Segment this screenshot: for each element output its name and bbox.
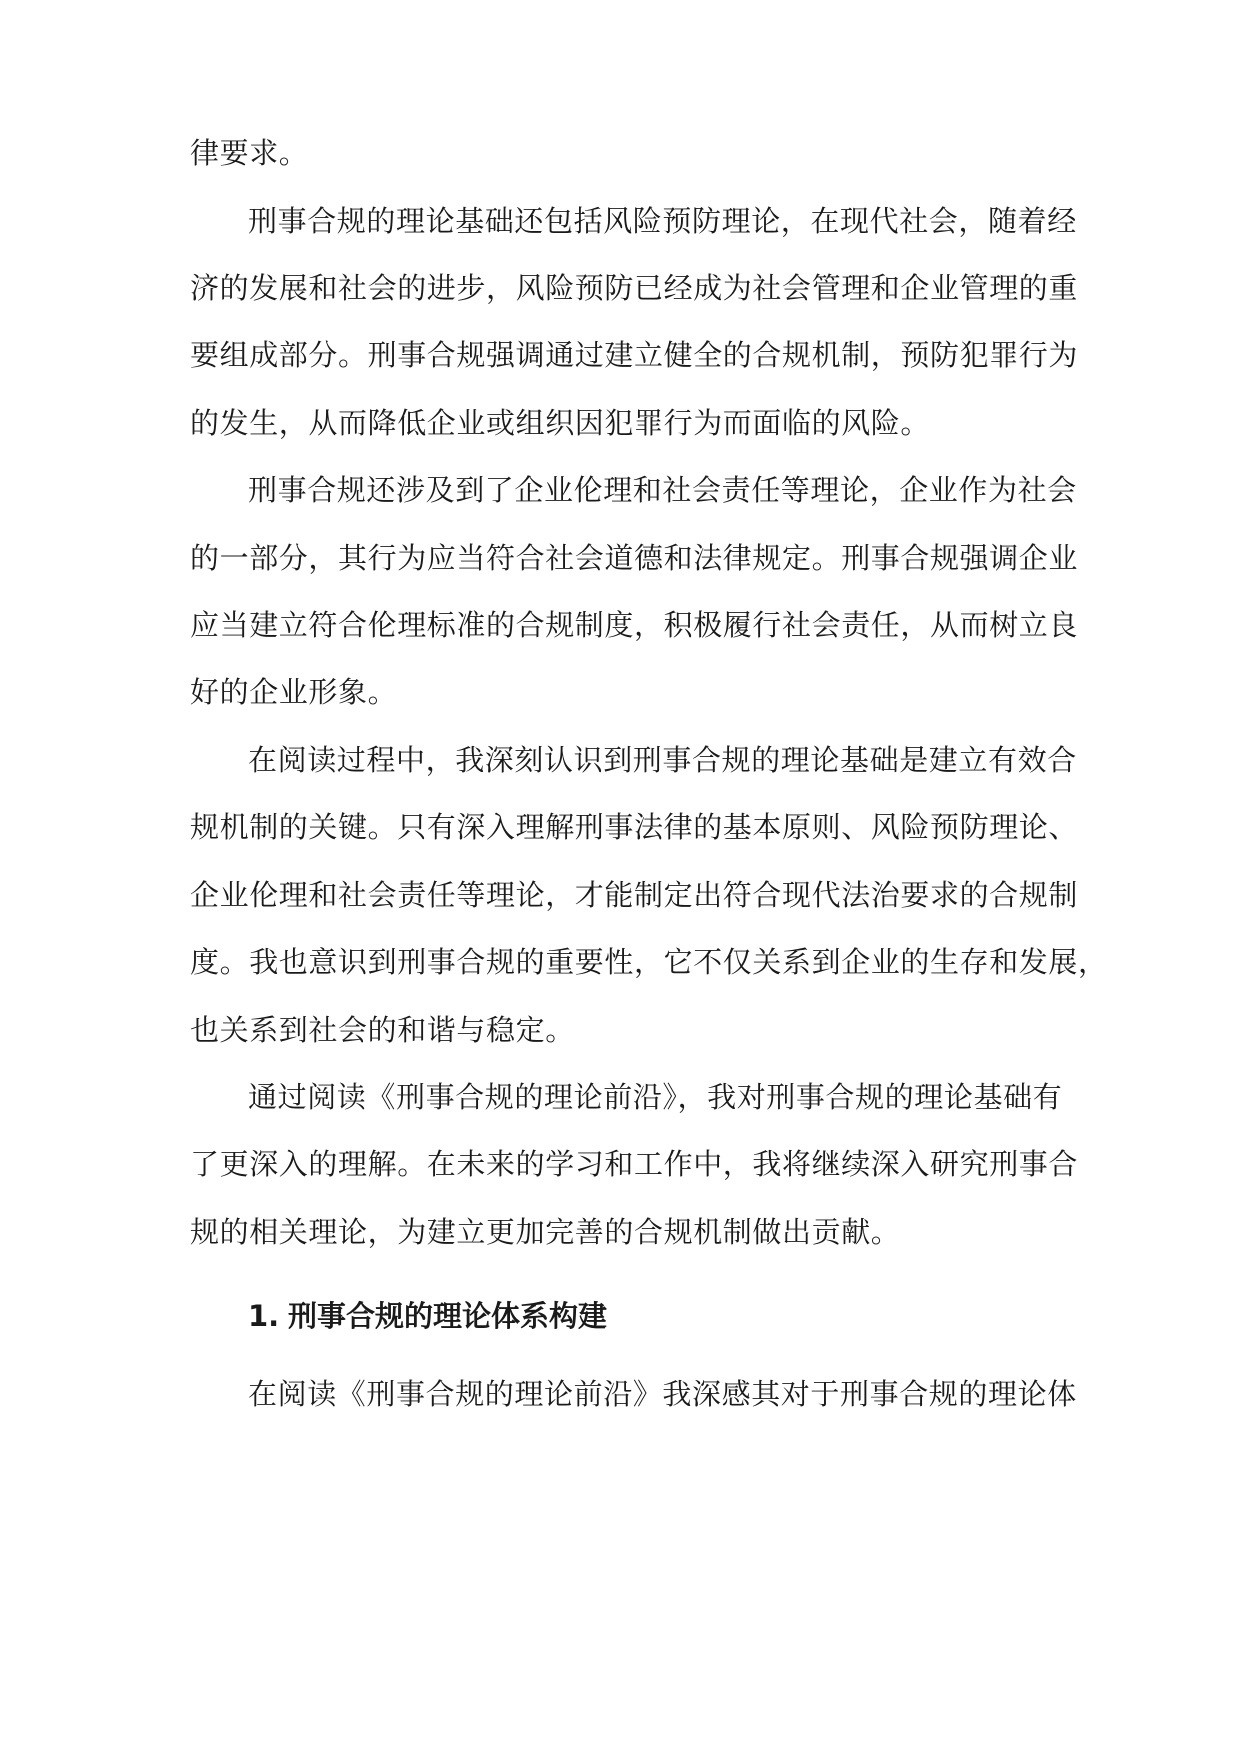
paragraph-line: 企业伦理和社会责任等理论，才能制定出符合现代法治要求的合规制 [190,878,1079,912]
paragraph-line: 了更深入的理解。在未来的学习和工作中，我将继续深入研究刑事合 [190,1147,1079,1181]
paragraph-line: 也关系到社会的和谐与稳定。 [190,1013,575,1047]
paragraph-line: 在阅读过程中，我深刻认识到刑事合规的理论基础是建立有效合 [248,743,1077,777]
section-number: 1. [248,1299,280,1333]
paragraph-line: 通过阅读《刑事合规的理论前沿》，我对刑事合规的理论基础有 [248,1080,1063,1114]
paragraph-line: 刑事合规还涉及到了企业伦理和社会责任等理论，企业作为社会 [248,473,1077,507]
paragraph-line: 在阅读《刑事合规的理论前沿》我深感其对于刑事合规的理论体 [248,1377,1077,1411]
paragraph-line: 律要求。 [190,136,309,170]
paragraph-line: 规机制的关键。只有深入理解刑事法律的基本原则、风险预防理论、 [190,810,1079,844]
paragraph-line: 好的企业形象。 [190,675,398,709]
paragraph-line: 的一部分，其行为应当符合社会道德和法律规定。刑事合规强调企业 [190,541,1079,575]
paragraph-line: 度。我也意识到刑事合规的重要性，它不仅关系到企业的生存和发展， [190,945,1108,979]
paragraph-line: 应当建立符合伦理标准的合规制度，积极履行社会责任，从而树立良 [190,608,1079,642]
paragraph-line: 要组成部分。刑事合规强调通过建立健全的合规机制，预防犯罪行为 [190,338,1079,372]
section-title: 刑事合规的理论体系构建 [288,1299,608,1333]
paragraph-line: 规的相关理论，为建立更加完善的合规机制做出贡献。 [190,1215,901,1249]
section-heading [248,1296,1070,1336]
paragraph-line: 刑事合规的理论基础还包括风险预防理论，在现代社会，随着经 [248,204,1077,238]
paragraph-line: 的发生，从而降低企业或组织因犯罪行为而面临的风险。 [190,406,931,440]
paragraph-line: 济的发展和社会的进步，风险预防已经成为社会管理和企业管理的重 [190,271,1079,305]
